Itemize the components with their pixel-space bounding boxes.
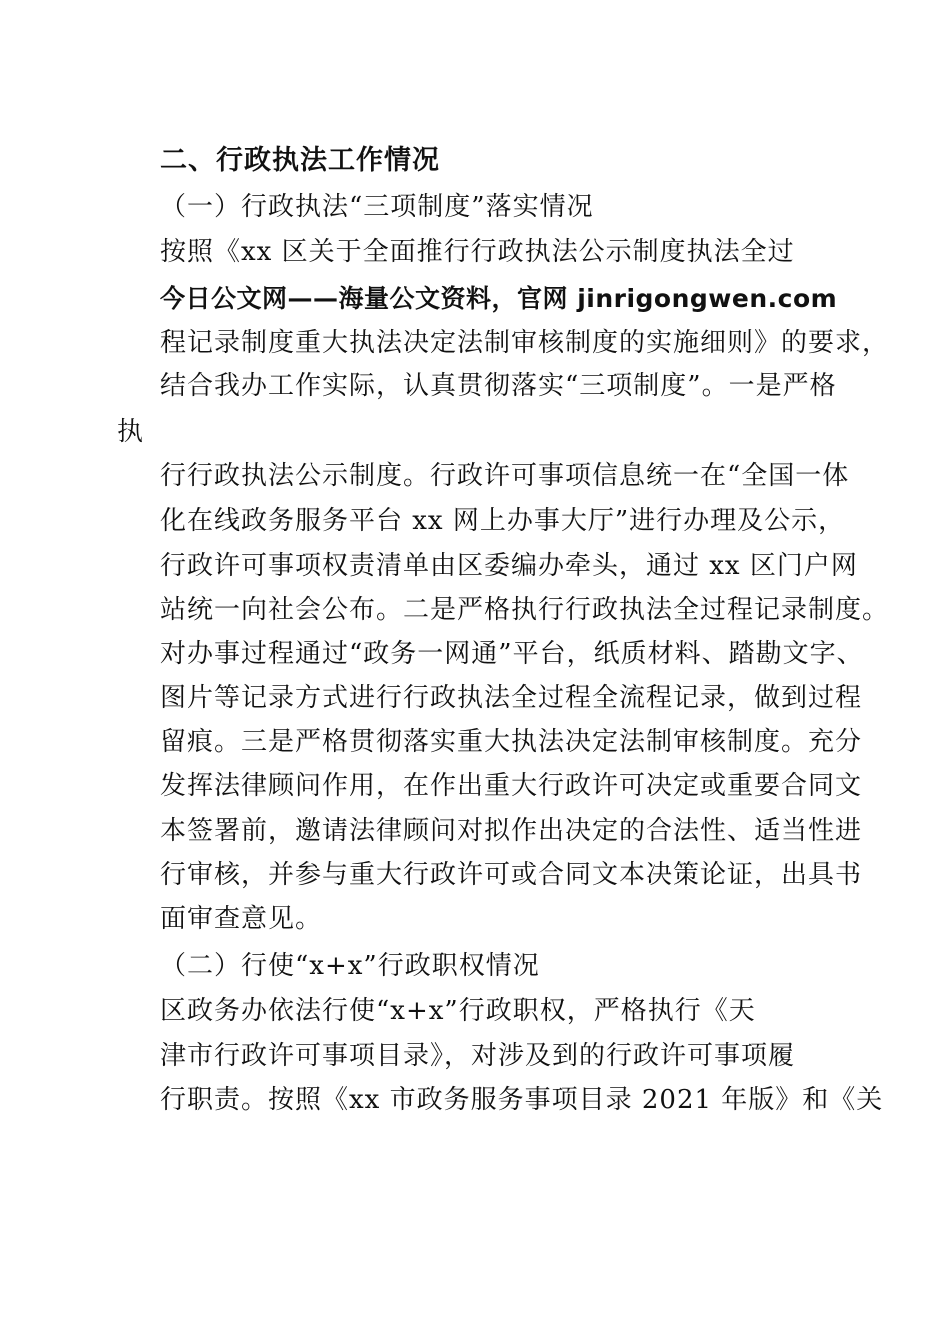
paragraph-line: 行政许可事项权责清单由区委编办牵头，通过 xx 区门户网 (160, 551, 858, 581)
subsection-heading-1: （一）行政执法“三项制度”落实情况 (160, 192, 594, 222)
subsection-heading-2: （二）行使“x+x”行政职权情况 (160, 951, 540, 981)
paragraph-line: 图片等记录方式进行行政执法全过程全流程记录，做到过程 (160, 683, 863, 713)
paragraph-line: 发挥法律顾问作用，在作出重大行政许可决定或重要合同文 (160, 771, 863, 801)
paragraph-line: 程记录制度重大执法决定法制审核制度的实施细则》的要求， (160, 328, 890, 358)
paragraph-line: 站统一向社会公布。二是严格执行行政执法全过程记录制度。 (160, 595, 890, 625)
paragraph-line: 行行政执法公示制度。行政许可事项信息统一在“全国一体 (160, 461, 850, 491)
paragraph-line: 区政务办依法行使“x+x”行政职权，严格执行《天 (160, 996, 756, 1026)
paragraph-line: 对办事过程通过“政务一网通”平台，纸质材料、踏勘文字、 (160, 639, 864, 669)
section-heading: 二、行政执法工作情况 (160, 145, 440, 176)
paragraph-line: 行审核，并参与重大行政许可或合同文本决策论证，出具书 (160, 860, 863, 890)
paragraph-line: 本签署前，邀请法律顾问对拟作出决定的合法性、适当性进 (160, 816, 863, 846)
paragraph-line: 面审查意见。 (160, 904, 323, 934)
paragraph-line: 化在线政务服务平台 xx 网上办事大厅”进行办理及公示， (160, 506, 846, 536)
website-banner: 今日公文网——海量公文资料，官网 jinrigongwen.com (160, 284, 838, 313)
paragraph-line: 津市行政许可事项目录》，对涉及到的行政许可事项履 (160, 1041, 796, 1071)
paragraph-line: 按照《xx 区关于全面推行行政执法公示制度执法全过 (160, 237, 795, 267)
paragraph-line: 行职责。按照《xx 市政务服务事项目录 2021 年版》和《关 (160, 1085, 884, 1115)
paragraph-line: 留痕。三是严格贯彻落实重大执法决定法制审核制度。充分 (160, 727, 863, 757)
paragraph-line: 执 (117, 417, 145, 447)
paragraph-line: 结合我办工作实际，认真贯彻落实“三项制度”。一是严格 (160, 371, 837, 401)
